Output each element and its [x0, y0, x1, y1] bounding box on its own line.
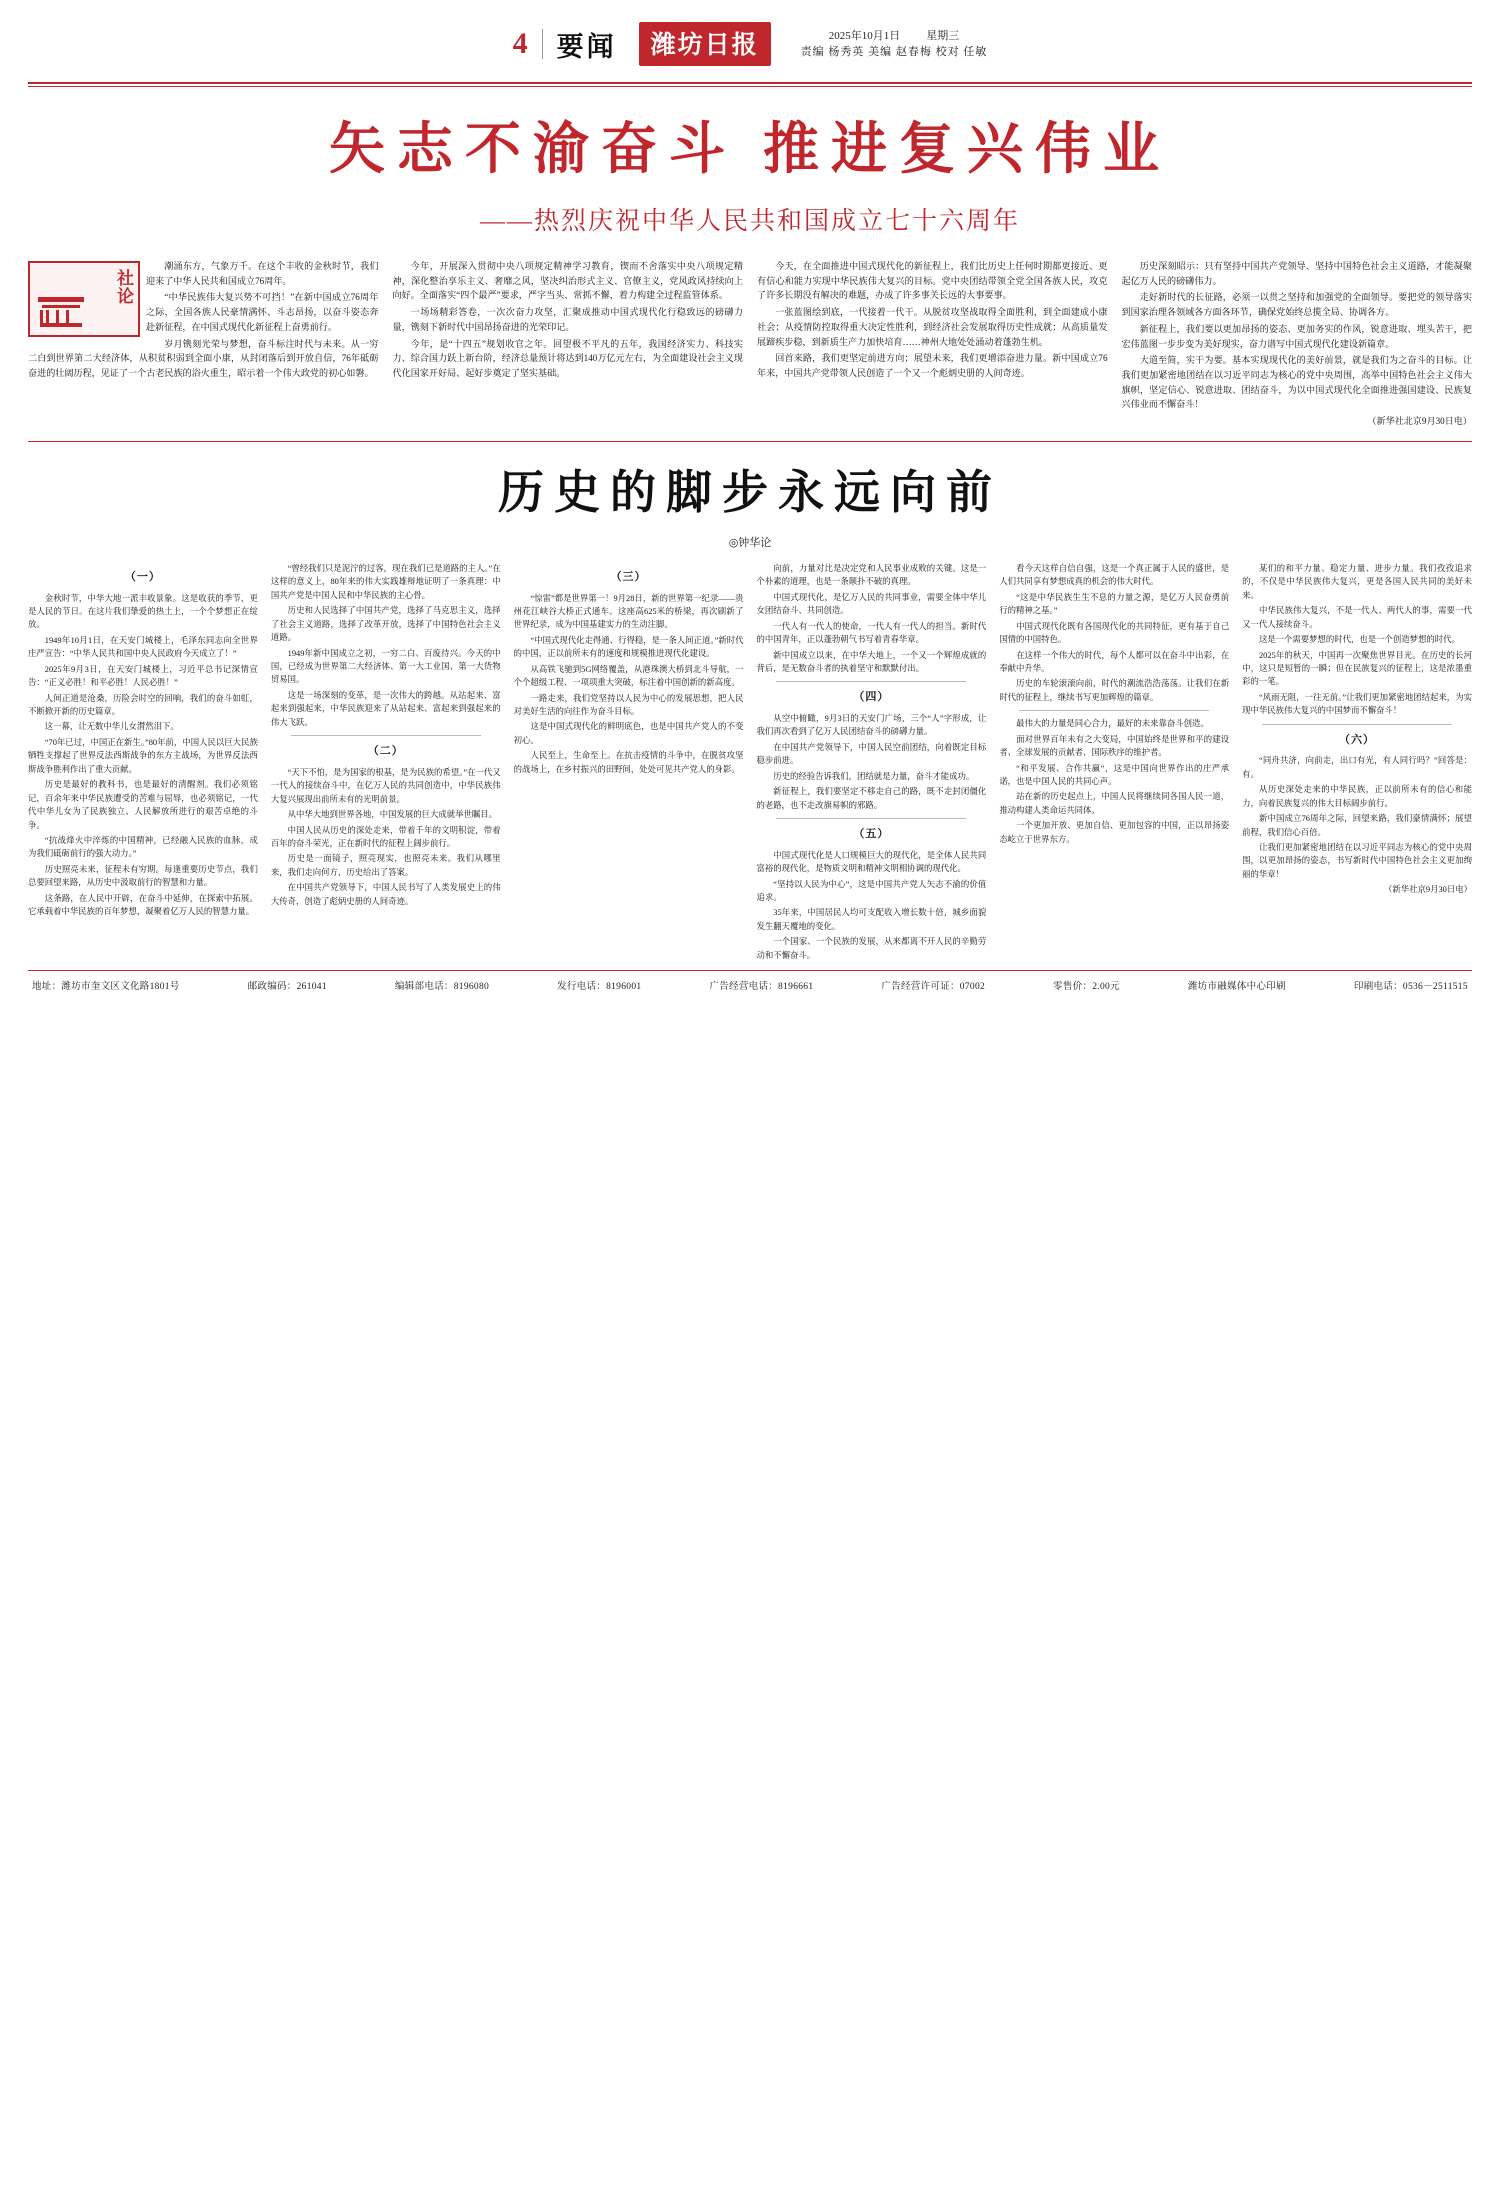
paragraph: 一张蓝图绘到底，一代接着一代干。从脱贫攻坚战取得全面胜利，到全面建成小康社会；从疫情防控取得重大决定性胜利，到经济社会发展取得历史性成就；从高质量发展蹄疾步稳，到新质生产力加快培育……神州大地处处涌动着蓬勃生机。 [757, 307, 1108, 347]
paragraph: 某们的和平力量、稳定力量、进步力量。我们孜孜追求的，不仅是中华民族伟大复兴，更是各国人民共同的美好未来。 [1242, 563, 1472, 600]
paragraph: 一个国家、一个民族的发展，从来都离不开人民的辛勤劳动和不懈奋斗。 [756, 937, 987, 960]
main-article-column-5 [999, 562, 1229, 964]
paragraph: 岁月镌刻光荣与梦想，奋斗标注时代与未来。从一穷二白到世界第二大经济体，从积贫积弱到全面小康，从封闭落后到开放自信，76年砥砺奋进的壮阔历程，见证了一个古老民族的浴火重生，昭示着一个伟大政党的初心如磐。 [28, 338, 379, 379]
paragraph: “抗战烽火中淬炼的中国精神，已经融入民族的血脉，成为我们砥砺前行的强大动力。” [28, 835, 258, 859]
paragraph: 新征程上，我们要以更加昂扬的姿态、更加务实的作风，锐意进取、埋头苦干，把宏伟蓝图一步步变为美好现实，奋力谱写中国式现代化建设新篇章。 [1121, 323, 1472, 349]
masthead-rule [28, 82, 1472, 84]
footer-printing: 潍坊市融媒体中心印刷 [1187, 982, 1286, 993]
column-hairline [1019, 710, 1209, 711]
top-article-column-3 [757, 259, 1108, 431]
seal-building-icon [38, 297, 84, 327]
paragraph: 这是中国式现代化的鲜明底色，也是中国共产党人的不变初心。 [513, 722, 744, 745]
main-article-source: （新华社京9月30日电） [1384, 885, 1472, 895]
paragraph: 新征程上，我们要坚定不移走自己的路，既不走封闭僵化的老路，也不走改旗易帜的邪路。 [756, 787, 987, 810]
footer-address: 地址：潍坊市奎文区文化路1801号 [32, 982, 180, 993]
paragraph: 看今天这样自信自强，这是一个真正属于人民的盛世，是人们共同享有梦想成真的机会的伟大时代。 [999, 563, 1230, 587]
weekday: 星期三 [926, 29, 960, 42]
main-headline-block [28, 442, 1472, 552]
top-article-column-4 [1122, 259, 1473, 431]
publish-date: 2025年10月1日 [828, 29, 901, 42]
column-hairline [291, 735, 481, 736]
paragraph: 历史照亮未来，征程未有穷期。每逢重要历史节点，我们总要回望来路，从历史中汲取前行的智慧和力量。 [28, 864, 258, 888]
main-article-column-2 [271, 562, 501, 964]
main-article-column-4 [756, 562, 986, 964]
paragraph: “坚持以人民为中心”，这是中国共产党人矢志不渝的价值追求。 [756, 879, 987, 902]
paragraph: 这是一个需要梦想的时代，也是一个创造梦想的时代。 [1258, 635, 1460, 645]
paragraph: “曾经我们只是泥泞的过客，现在我们已是道路的主人。”在这样的意义上，80年来的伟大实践雄辩地证明了一条真理：中国共产党是中国人民和中华民族的主心骨。 [270, 563, 501, 600]
paragraph: 让我们更加紧密地团结在以习近平同志为核心的党中央周围，以更加昂扬的姿态，书写新时代中国特色社会主义更加绚丽的华章！ [1242, 842, 1472, 879]
footer-print-phone: 印刷电话：0536－2511515 [1353, 982, 1468, 993]
masthead-meta [801, 28, 988, 61]
paragraph: 人间正道是沧桑，历险会时空的回响，我们的奋斗如虹，不断掀开新的历史篇章。 [28, 693, 258, 716]
paragraph: 历史的经验告诉我们，团结就是力量，奋斗才能成功。 [773, 771, 975, 781]
masthead [28, 0, 1472, 74]
top-article [28, 259, 1472, 431]
paragraph: “和平发展、合作共赢”，这是中国向世界作出的庄严承诺，也是中国人民的共同心声。 [999, 763, 1230, 787]
paragraph: 向前，力量对比是决定党和人民事业成败的关键。这是一个朴素的道理，也是一条颠扑不破的真理。 [756, 563, 987, 587]
footer-distribution-phone: 发行电话：8196001 [557, 982, 642, 993]
paragraph: 新中国成立76周年之际，回望来路，我们豪情满怀；展望前程，我们信心百倍。 [1242, 814, 1472, 837]
column-hairline [776, 681, 966, 682]
paragraph: “中国式现代化走得通、行得稳，是一条人间正道。”新时代的中国，正以前所未有的速度和规模推进现代化建设。 [513, 635, 744, 659]
main-article-column-3 [514, 562, 744, 964]
paragraph: 新中国成立以来，在中华大地上，一个又一个辉煌成就的背后，是无数奋斗者的执着坚守和默默付出。 [756, 650, 987, 673]
top-headline: 矢志不渝奋斗 推进复兴伟业 [329, 119, 1171, 181]
main-article [28, 562, 1472, 964]
paragraph: 一路走来，我们党坚持以人民为中心的发展思想，把人民对美好生活的向往作为奋斗目标。 [513, 693, 744, 716]
paragraph: 一代人有一代人的使命，一代人有一代人的担当。新时代的中国青年，正以蓬勃朝气书写着青春华章。 [756, 621, 987, 645]
paragraph: 站在新的历史起点上，中国人民将继续同各国人民一道，推动构建人类命运共同体。 [999, 792, 1230, 815]
section-number: （五） [853, 828, 890, 841]
main-headline: 历史的脚步永远向前 [498, 466, 1002, 518]
page-number: 4 [512, 27, 528, 60]
main-article-column-6 [1242, 562, 1472, 964]
masthead-divider [542, 29, 543, 59]
paragraph: 历史的车轮滚滚向前，时代的潮流浩浩荡荡。让我们在新时代的征程上，继续书写更加辉煌的篇章。 [999, 679, 1230, 702]
paragraph: 今年，是“十四五”规划收官之年。回望极不平凡的五年，我国经济实力、科技实力、综合国力跃上新台阶，经济总量预计将达到140万亿元左右，为全面建设社会主义现代化国家开好局、起好步奠定了坚实基础。 [392, 338, 743, 379]
paragraph: 1949年新中国成立之初，一穷二白、百废待兴。今天的中国，已经成为世界第二大经济体、第一大工业国、第一大货物贸易国。 [270, 648, 501, 685]
section-number: （六） [1339, 733, 1376, 746]
paragraph: 这是一场深刻的变革，是一次伟大的跨越。从站起来、富起来到强起来，中华民族迎来了从站起来、富起来到强起来的伟大飞跃。 [270, 690, 501, 727]
paragraph: 这一幕，让无数中华儿女潸然泪下。 [44, 722, 179, 732]
paragraph: 35年来，中国居民人均可支配收入增长数十倍，城乡面貌发生翻天覆地的变化。 [756, 908, 987, 931]
paragraph: 走好新时代的长征路，必须一以贯之坚持和加强党的全面领导。要把党的领导落实到国家治理各领域各方面各环节，确保党始终总揽全局、协调各方。 [1121, 292, 1472, 318]
section-number: （三） [610, 570, 647, 583]
top-article-column-2 [393, 259, 744, 431]
section-number: （二） [367, 745, 404, 758]
footer-postcode: 邮政编码：261041 [247, 982, 327, 993]
paragraph: 今天，在全面推进中国式现代化的新征程上，我们比历史上任何时期都更接近、更有信心和能力实现中华民族伟大复兴的目标。党中央团结带领全党全国各族人民，攻克了许多长期没有解决的难题，办成了许多事关长远的大事要事。 [757, 261, 1108, 301]
paragraph: 从中华大地到世界各地，中国发展的巨大成就举世瞩目。 [287, 810, 497, 820]
paragraph: 这条路，在人民中开辟，在奋斗中延伸，在探索中拓展。它承载着中华民族的百年梦想，凝聚着亿万人民的智慧力量。 [28, 893, 258, 917]
paragraph: 大道至简，实干为要。基本实现现代化的美好前景，就是我们为之奋斗的目标。让我们更加紧密地团结在以习近平同志为核心的党中央周围，高举中国特色社会主义伟大旗帜，坚定信心、锐意进取、团结奋斗，为以中国式现代化全面推进强国建设、民族复兴伟业而不懈奋斗！ [1121, 355, 1472, 410]
paragraph: 中国人民从历史的深处走来，带着千年的文明积淀，带着百年的奋斗荣光，正在新时代的征程上阔步前行。 [270, 825, 501, 848]
paragraph: 人民至上，生命至上。在抗击疫情的斗争中，在脱贫攻坚的战场上，在乡村振兴的田野间，处处可见共产党人的身影。 [513, 751, 744, 774]
paragraph: 历史深刻昭示：只有坚持中国共产党领导、坚持中国特色社会主义道路，才能凝聚起亿万人民的磅礴伟力。 [1121, 261, 1472, 286]
paragraph: 一场场精彩答卷，一次次奋力攻坚，汇聚成推动中国式现代化行稳致远的磅礴力量，镌刻下新时代中国昂扬奋进的光荣印记。 [392, 307, 743, 332]
editorial-seal-label: 社论 [114, 269, 133, 305]
footer [28, 971, 1472, 992]
paragraph: 历史是一面镜子，照亮现实，也照亮未来。我们从哪里来，我们走向何方，历史给出了答案。 [270, 854, 501, 877]
paragraph: 2025年9月3日，在天安门城楼上，习近平总书记深情宣告：“正义必胜！和平必胜！人民必胜！” [28, 664, 258, 688]
paragraph: “70年已过，中国正在新生。”80年前，中国人民以巨大民族牺牲支撑起了世界反法西斯战争的东方主战场，为世界反法西斯战争胜利作出了重大贡献。 [28, 737, 258, 774]
paragraph: 金秋时节，中华大地一派丰收景象。这是收获的季节，更是人民的节日。在这片我们挚爱的热土上，一个个梦想正在绽放。 [28, 593, 258, 630]
editorial-credits: 责编 杨秀英 美编 赵春梅 校对 任敏 [800, 46, 988, 58]
editorial-seal-icon [28, 261, 140, 337]
top-headline-block [28, 87, 1472, 241]
paragraph: “同舟共济，向前走，出口有光，有人同行吗？”回答是：有。 [1242, 756, 1472, 779]
paragraph: “中华民族伟大复兴势不可挡！”在新中国成立76周年之际，全国各族人民豪情满怀、斗志昂扬，以奋斗姿态奔赴新征程，在中国式现代化新征程上奋勇前行。 [146, 292, 379, 332]
paragraph: 回首来路，我们更坚定前进方向；展望未来，我们更增添奋进力量。新中国成立76年来，中国共产党带领人民创造了一个又一个彪炳史册的人间奇迹。 [757, 353, 1108, 379]
paragraph: 从历史深处走来的中华民族，正以前所未有的信心和能力，向着民族复兴的伟大目标阔步前行。 [1242, 785, 1472, 808]
paragraph: 今年，开展深入贯彻中央八项规定精神学习教育，锲而不舍落实中央八项规定精神，深化整治享乐主义、奢靡之风，坚决纠治形式主义、官僚主义，党风政风持续向上向好。全面落实“四个最严”要求，严字当头、常抓不懈，着力构建全过程监管体系。 [392, 261, 743, 301]
paragraph: 最伟大的力量是同心合力，最好的未来靠奋斗创造。 [1016, 719, 1209, 729]
paragraph: 在这样一个伟大的时代，每个人都可以在奋斗中出彩，在奉献中升华。 [999, 650, 1230, 673]
top-article-source: （新华社北京9月30日电） [1367, 416, 1472, 427]
footer-ad-phone: 广告经营电话：8196661 [709, 982, 814, 993]
paragraph: 中国式现代化既有各国现代化的共同特征，更有基于自己国情的中国特色。 [999, 621, 1230, 645]
paper-logo: 潍坊日报 [639, 22, 771, 66]
paragraph: “这是中华民族生生不息的力量之源，是亿万人民奋勇前行的精神之基。” [999, 592, 1230, 616]
paragraph: “风雨无阻，一往无前。”让我们更加紧密地团结起来，为实现中华民族伟大复兴的中国梦而不懈奋斗！ [1242, 692, 1472, 716]
top-article-column-1 [28, 259, 379, 431]
footer-price: 零售价：2.00元 [1053, 982, 1120, 993]
paragraph: 在中国共产党领导下，中国人民书写了人类发展史上的伟大传奇，创造了彪炳史册的人间奇迹。 [270, 883, 501, 906]
paragraph: “天下不怕，是为国家的根基，是为民族的希望。”在一代又一代人的接续奋斗中，在亿万人民的共同创造中，中华民族伟大复兴展现出前所未有的光明前景。 [270, 767, 501, 804]
main-byline: ◎钟华论 [728, 536, 772, 549]
paragraph: 2025年的秋天，中国再一次聚焦世界目光。在历史的长河中，这只是短暂的一瞬；但在民族复兴的征程上，这是浓墨重彩的一笔。 [1242, 650, 1472, 687]
paragraph: 一个更加开放、更加自信、更加包容的中国，正以昂扬姿态屹立于世界东方。 [999, 821, 1230, 844]
top-subheadline: ——热烈庆祝中华人民共和国成立七十六周年 [479, 208, 1020, 235]
column-hairline [776, 818, 966, 819]
paragraph: 从高铁飞驰到5G网络覆盖，从港珠澳大桥到北斗导航，一个个超级工程、一项项重大突破，标注着中国创新的新高度。 [513, 664, 744, 688]
paragraph: 1949年10月1日，在天安门城楼上，毛泽东同志向全世界庄严宣告：“中华人民共和国中央人民政府今天成立了！” [28, 635, 258, 659]
section-number: （一） [124, 570, 161, 583]
paragraph: 面对世界百年未有之大变局，中国始终是世界和平的建设者、全球发展的贡献者、国际秩序的维护者。 [999, 734, 1230, 758]
paragraph: 中国式现代化，是亿万人民的共同事业，需要全体中华儿女团结奋斗、共同创造。 [756, 592, 987, 616]
main-article-column-1 [28, 562, 258, 964]
paragraph: 在中国共产党领导下，中国人民空前团结，向着既定目标稳步前进。 [756, 742, 987, 766]
paragraph: “惊雷”都是世界第一！9月28日，新的世界第一纪录——贵州花江峡谷大桥正式通车。这座高625米的桥梁，再次刷新了世界纪录，成为中国基建实力的生动注脚。 [513, 593, 744, 630]
paragraph: 历史是最好的教科书，也是最好的清醒剂。我们必须铭记，百余年来中华民族遭受的苦难与屈辱，也必须铭记，一代代中华儿女为了民族独立、人民解放所进行的艰苦卓绝的斗争。 [28, 780, 258, 830]
paragraph: 中国式现代化是人口规模巨大的现代化，是全体人民共同富裕的现代化，是物质文明和精神文明相协调的现代化。 [756, 850, 987, 874]
footer-editorial-phone: 编辑部电话：8196080 [394, 982, 490, 993]
paragraph: 历史和人民选择了中国共产党，选择了马克思主义，选择了社会主义道路，选择了改革开放，选择了中国特色社会主义道路。 [270, 606, 501, 643]
footer-ad-license: 广告经营许可证：07002 [881, 982, 986, 993]
paragraph: 潮涌东方，气象万千。在这个丰收的金秋时节，我们迎来了中华人民共和国成立76周年。 [146, 261, 379, 286]
paragraph: 中华民族伟大复兴，不是一代人、两代人的事，需要一代又一代人接续奋斗。 [1242, 606, 1472, 629]
section-name: 要闻 [556, 31, 617, 62]
section-number: （四） [853, 691, 890, 704]
paragraph: 从空中俯瞰，9月3日的天安门广场，三个“人”字形成，让我们再次看到了亿万人民团结奋斗的磅礴力量。 [756, 714, 987, 737]
column-hairline [1262, 724, 1452, 725]
